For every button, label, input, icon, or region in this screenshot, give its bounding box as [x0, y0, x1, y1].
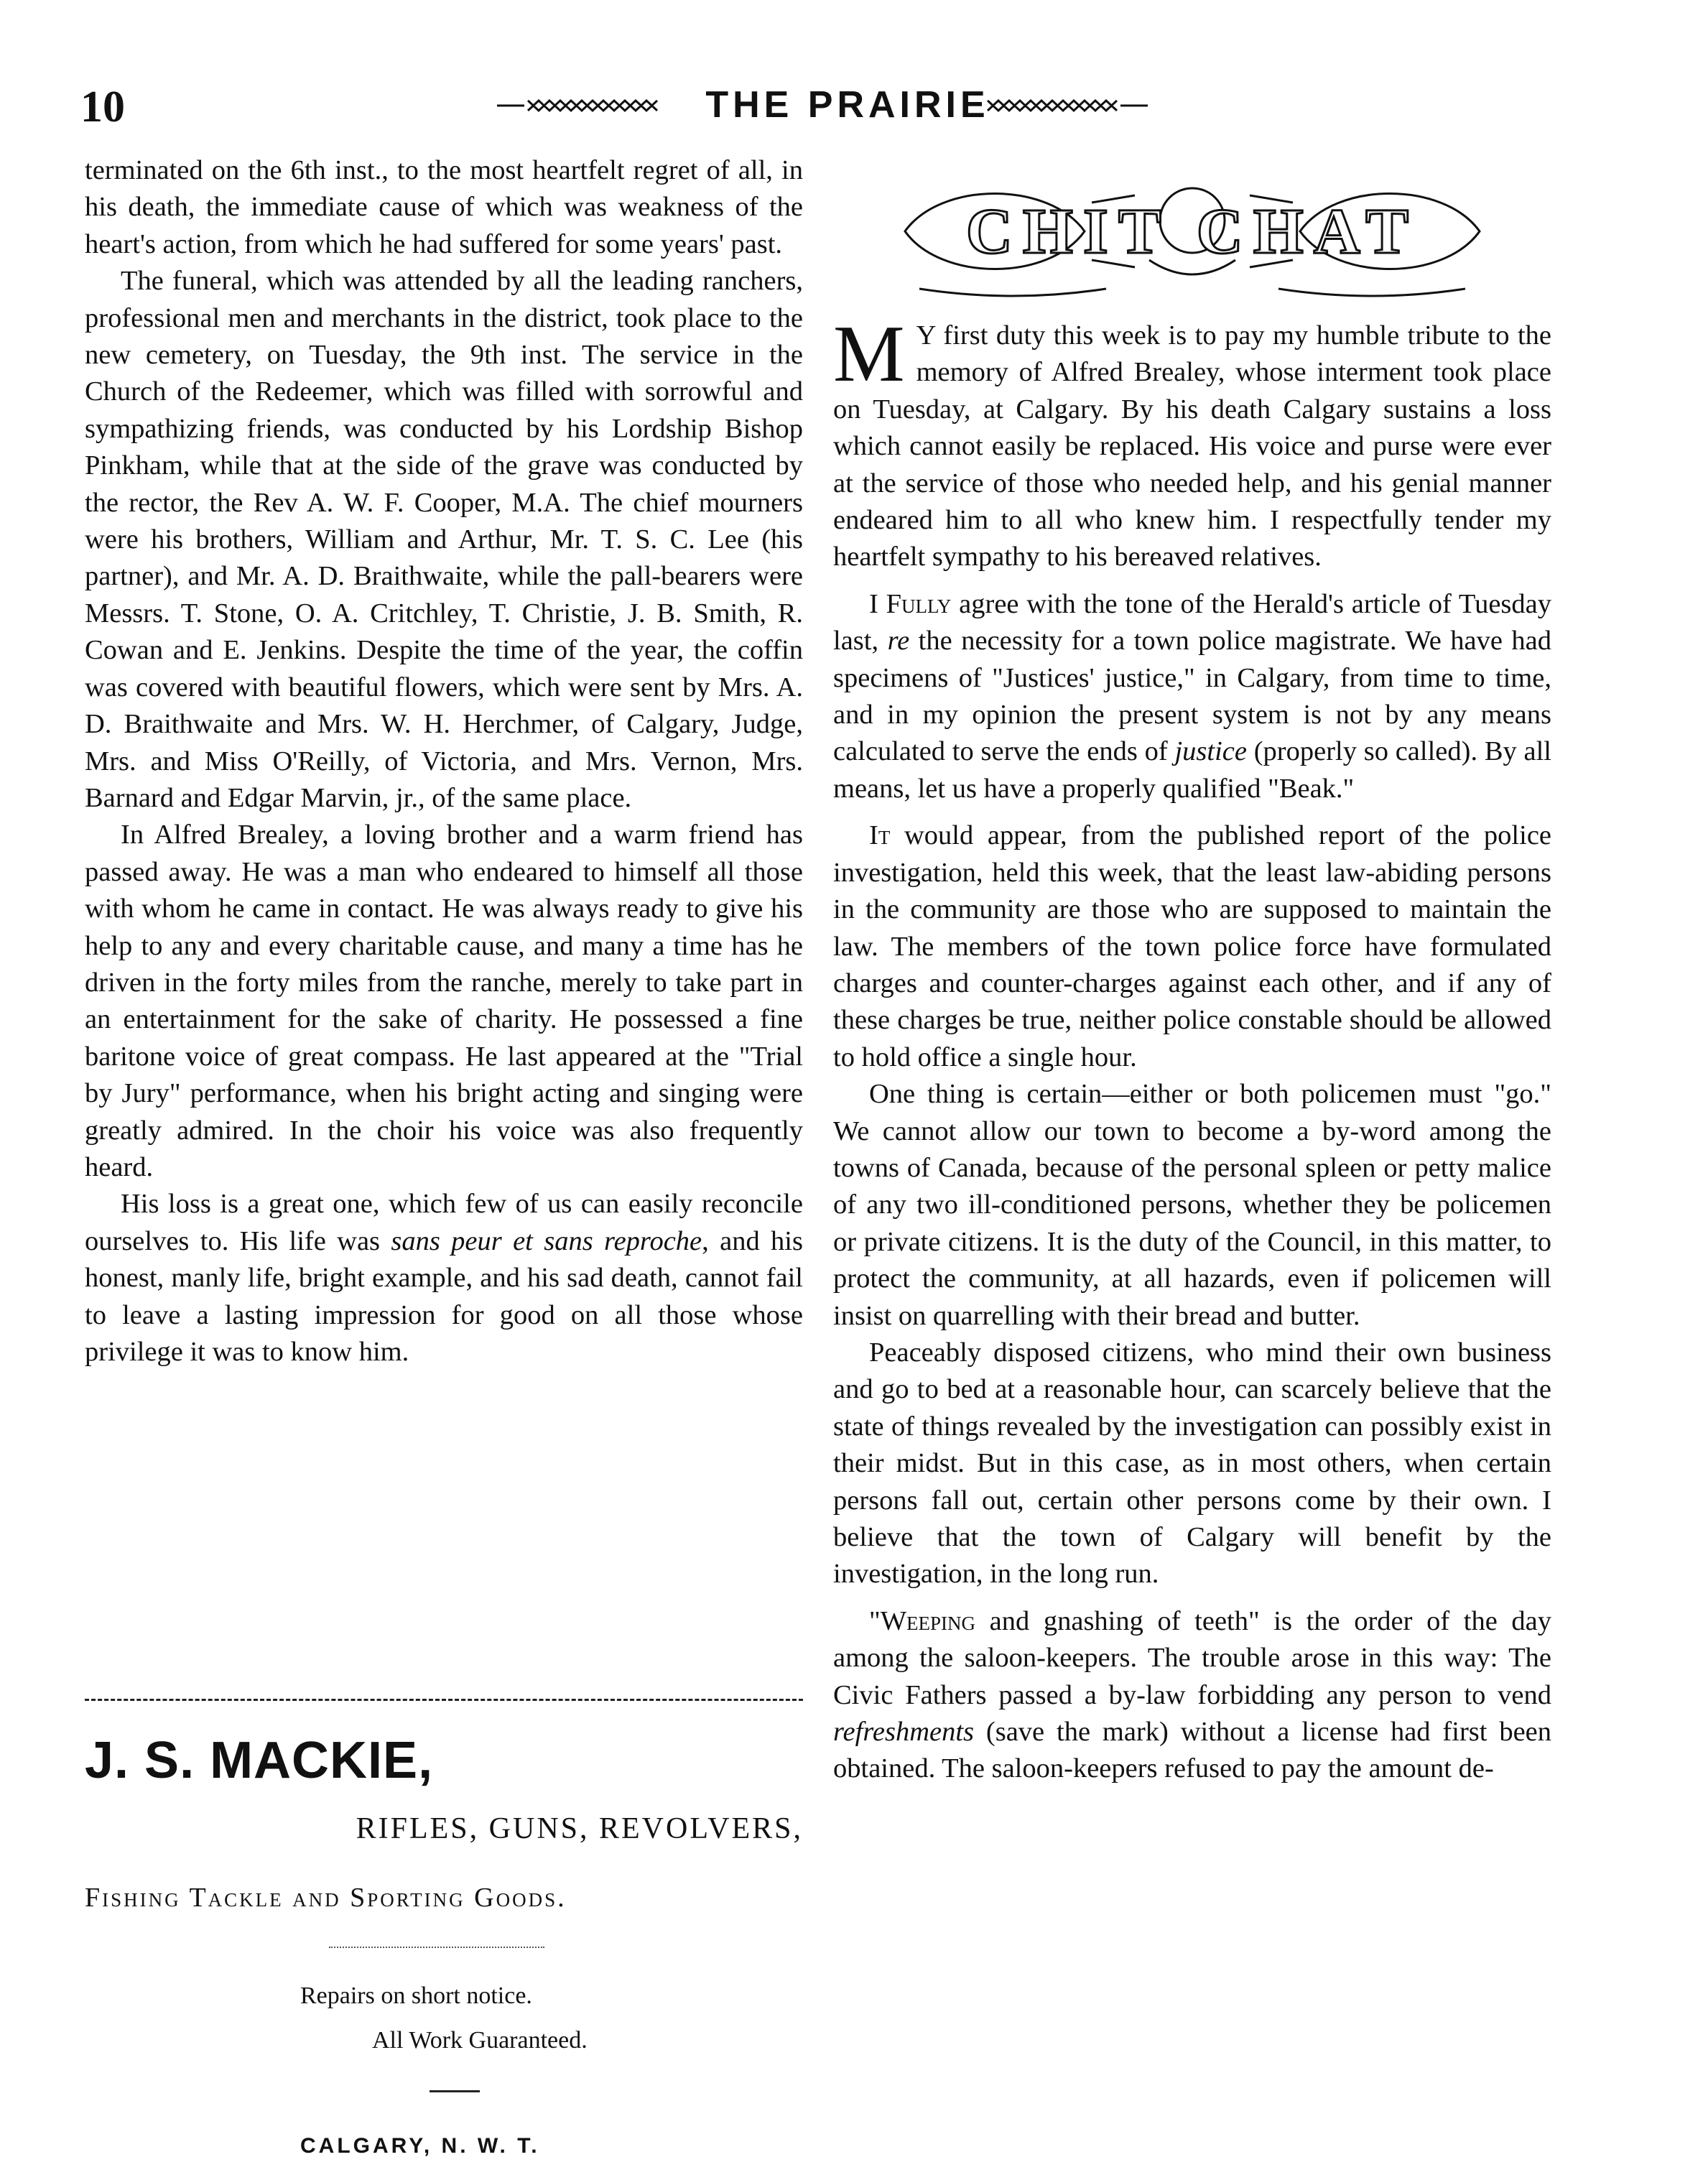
- page-number: 10: [80, 83, 125, 131]
- paragraph: I Fully agree with the tone of the Herald's article of Tuesday last, re the necessity for a town police magistrate. We have had specimens of "Justices' justice," in Calgary, from time to time, and in my opinion the present system is not by any means calculated to serve the ends of justice (properly so called). By all means, let us have a properly qualified "Beak.": [833, 588, 1552, 804]
- paragraph: One thing is certain—either or both policemen must "go." We cannot allow our town to become a by-word among the towns of Canada, because of the personal spleen or petty malice of any two ill-conditioned persons, whether they be policemen or private citizens. It is the duty of the Council, in this matter, to protect the community, at all hazards, even if policemen will insist on quarrelling with their bread and butter.: [833, 1079, 1551, 1331]
- right-flourish-icon: [977, 95, 1149, 116]
- banner-title: CHIT CHAT: [965, 196, 1419, 267]
- advertiser-name: J. S. MACKIE,: [85, 1732, 434, 1789]
- right-column: [833, 152, 1551, 1788]
- paragraph: "Weeping and gnashing of teeth" is the order of the day among the saloon-keepers. The trouble arose in this way: The Civic Fathers passed a by-law forbidding any person to vend refreshments (save the mark) without a license had first been obtained. The saloon-keepers refused to pay the amount de-: [833, 1605, 1551, 1784]
- paragraph: His loss is a great one, which few of us can easily reconcile ourselves to. His life was sans peur et sans reproche, and his honest, manly life, bright example, and his sad death, cannot fail to leave a lasting impression for good on all those whose privilege it was to know him.: [85, 1189, 803, 1367]
- left-column: [85, 152, 803, 1370]
- paragraph: Peaceably disposed citizens, who mind their own business and go to bed at a reasonable hour, can scarcely believe that the state of things revealed by the investigation can possibly exist in their midst. But in this case, as in most others, when certain persons fall out, certain other persons come by their own. I believe that the town of Calgary will benefit by the investigation, in the long run.: [833, 1337, 1551, 1590]
- divider: [85, 1699, 803, 1701]
- divider: [329, 1947, 544, 1948]
- advert-products: RIFLES, GUNS, REVOLVERS,: [356, 1812, 803, 1845]
- paragraph: terminated on the 6th inst., to the most heartfelt regret of all, in his death, the immediate cause of which was weakness of the heart's action, from which he had suffered for some years' past.: [85, 155, 803, 259]
- divider: [430, 2090, 480, 2092]
- chit-chat-banner: [833, 152, 1551, 310]
- drop-cap: M: [833, 310, 905, 399]
- paragraph: In Alfred Brealey, a loving brother and a warm friend has passed away. He was a man who endeared to himself all those with whom he came in contact. He was always ready to give his help to any and every charitable cause, and many a time has he driven in the forty miles from the ranche, merely to take part in an entertainment for the sake of charity. He possessed a fine baritone voice of great compass. He last appeared at the "Trial by Jury" performance, when his bright acting and singing were greatly admired. In the choir his voice was also frequently heard.: [85, 820, 803, 1182]
- paragraph: M Y first duty this week is to pay my humble tribute to the memory of Alfred Brealey, whose interment took place on Tuesday, at Calgary. By his death Calgary sustains a loss which cannot easily be replaced. His voice and purse were ever at the service of those who needed help, and his genial manner endeared him to all who knew him. I respectfully tender my heartfelt sympathy to his bereaved relatives.: [833, 310, 1551, 572]
- advert-repairs: Repairs on short notice.: [300, 1982, 532, 2009]
- advert-city: CALGARY, N. W. T.: [300, 2134, 540, 2158]
- advert-goods: Fishing Tackle and Sporting Goods.: [85, 1883, 567, 1913]
- page-header: [0, 79, 1708, 136]
- advert-guarantee: All Work Guaranteed.: [372, 2027, 588, 2054]
- advertisement: [85, 1699, 803, 2158]
- paragraph: The funeral, which was attended by all the leading ranchers, professional men and merchants in the district, took place to the new cemetery, on Tuesday, the 9th inst. The service in the Church of the Redeemer, which was filled with sorrowful and sympathizing friends, was conducted by his Lordship Bishop Pinkham, while that at the side of the grave was conducted by the rector, the Rev A. W. F. Cooper, M.A. The chief mourners were his brothers, William and Arthur, Mr. T. S. C. Lee (his partner), and Mr. A. D. Braithwaite, while the pall-bearers were Messrs. T. Stone, O. A. Critchley, T. Christie, J. B. Smith, R. Cowan and E. Jenkins. Despite the time of the year, the coffin was covered with beautiful flowers, which were sent by Mrs. A. D. Braithwaite and Mrs. W. H. Herchmer, of Calgary, Judge, Mrs. and Miss O'Reilly, of Victoria, and Mrs. Vernon, Mrs. Barnard and Edgar Marvin, jr., of the same place.: [85, 266, 803, 813]
- paragraph: It would appear, from the published report of the police investigation, held this week, that the least law-abiding persons in the community are those who are supposed to maintain the law. The members of the town police force have formulated charges and counter-charges against each other, and if any of these charges be true, neither police constable should be allowed to hold office a single hour.: [833, 820, 1551, 1072]
- newspaper-title: THE PRAIRIE: [705, 84, 990, 126]
- chit-chat-ornament-icon: [833, 152, 1551, 310]
